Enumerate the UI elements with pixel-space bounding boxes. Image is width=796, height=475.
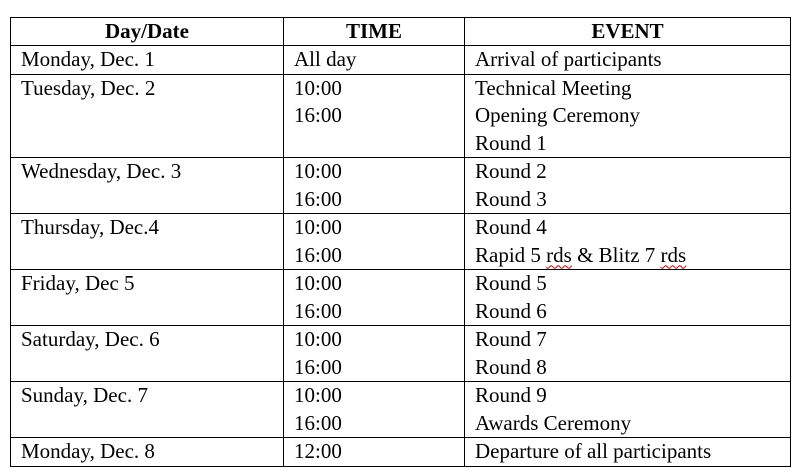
day-label: Thursday, Dec.4 — [21, 215, 160, 239]
time-value: 10:00 — [294, 327, 342, 351]
event-cell — [465, 382, 791, 438]
time-cell — [284, 438, 465, 467]
day-cell — [11, 382, 284, 438]
event-label: Round 5 — [475, 271, 547, 295]
time-cell — [284, 326, 465, 382]
time-value: 10:00 — [294, 383, 342, 407]
time-value: 16:00 — [294, 186, 342, 211]
event-cell — [465, 326, 791, 382]
time-cell — [284, 158, 465, 214]
time-value: 10:00 — [294, 159, 342, 183]
day-label: Sunday, Dec. 7 — [21, 383, 148, 407]
day-cell — [11, 158, 284, 214]
time-value: All day — [294, 47, 357, 71]
table-row — [11, 438, 791, 467]
table-row — [11, 46, 791, 75]
table-row — [11, 270, 791, 326]
header-event: EVENT — [465, 18, 791, 46]
event-label: Round 4 — [475, 215, 547, 239]
table-row — [11, 382, 791, 438]
day-label: Tuesday, Dec. 2 — [21, 75, 156, 100]
schedule-header — [11, 18, 791, 46]
day-label: Wednesday, Dec. 3 — [21, 159, 182, 183]
day-cell — [11, 270, 284, 326]
time-value: 16:00 — [294, 410, 342, 435]
day-cell — [11, 46, 284, 75]
event-label: Departure of all participants — [475, 439, 712, 463]
time-value: 16:00 — [294, 103, 342, 127]
event-label: Round 8 — [475, 354, 547, 379]
time-value: 16:00 — [294, 354, 342, 379]
time-cell — [284, 46, 465, 75]
time-cell — [284, 382, 465, 438]
event-cell — [465, 74, 791, 158]
time-value: 10:00 — [294, 271, 342, 295]
event-text-segment: Rapid 5 — [475, 242, 547, 267]
spellcheck-flagged-word: rds — [660, 242, 687, 267]
time-cell — [284, 74, 465, 158]
event-label: Round 9 — [475, 383, 547, 407]
event-label: Round 3 — [475, 186, 547, 211]
event-label: Round 7 — [475, 327, 547, 351]
header-row — [11, 18, 791, 46]
time-value: 16:00 — [294, 242, 342, 267]
schedule-body — [11, 46, 791, 467]
event-cell — [465, 214, 791, 270]
day-label: Friday, Dec 5 — [21, 271, 135, 295]
day-cell — [11, 74, 284, 158]
event-cell — [465, 158, 791, 214]
event-text-segment: & Blitz 7 — [571, 242, 661, 267]
event-label: Technical Meeting — [475, 75, 632, 100]
table-row — [11, 326, 791, 382]
table-row — [11, 74, 791, 158]
event-label: Opening Ceremony — [475, 103, 641, 127]
time-value: 12:00 — [294, 439, 342, 463]
header-day-date: Day/Date — [11, 18, 284, 46]
spellcheck-flagged-word: rds — [546, 242, 572, 267]
day-label: Monday, Dec. 8 — [21, 439, 155, 463]
time-value: 16:00 — [294, 298, 342, 323]
event-cell — [465, 270, 791, 326]
event-label: Round 1 — [475, 130, 547, 155]
time-cell — [284, 214, 465, 270]
time-cell — [284, 270, 465, 326]
day-cell — [11, 326, 284, 382]
day-label: Monday, Dec. 1 — [21, 47, 155, 71]
time-value: 10:00 — [294, 75, 342, 100]
event-label: Arrival of participants — [475, 47, 662, 71]
header-time: TIME — [284, 18, 465, 46]
day-cell — [11, 438, 284, 467]
event-cell — [465, 438, 791, 467]
day-label: Saturday, Dec. 6 — [21, 327, 160, 351]
schedule-table — [10, 17, 791, 467]
table-row — [11, 214, 791, 270]
time-value — [294, 130, 454, 158]
event-label: Round 6 — [475, 298, 547, 323]
event-cell — [465, 46, 791, 75]
table-row — [11, 158, 791, 214]
event-label: Round 2 — [475, 159, 547, 183]
day-cell — [11, 214, 284, 270]
time-value: 10:00 — [294, 215, 342, 239]
event-label-rapid-blitz — [475, 242, 780, 270]
event-label: Awards Ceremony — [475, 410, 632, 435]
